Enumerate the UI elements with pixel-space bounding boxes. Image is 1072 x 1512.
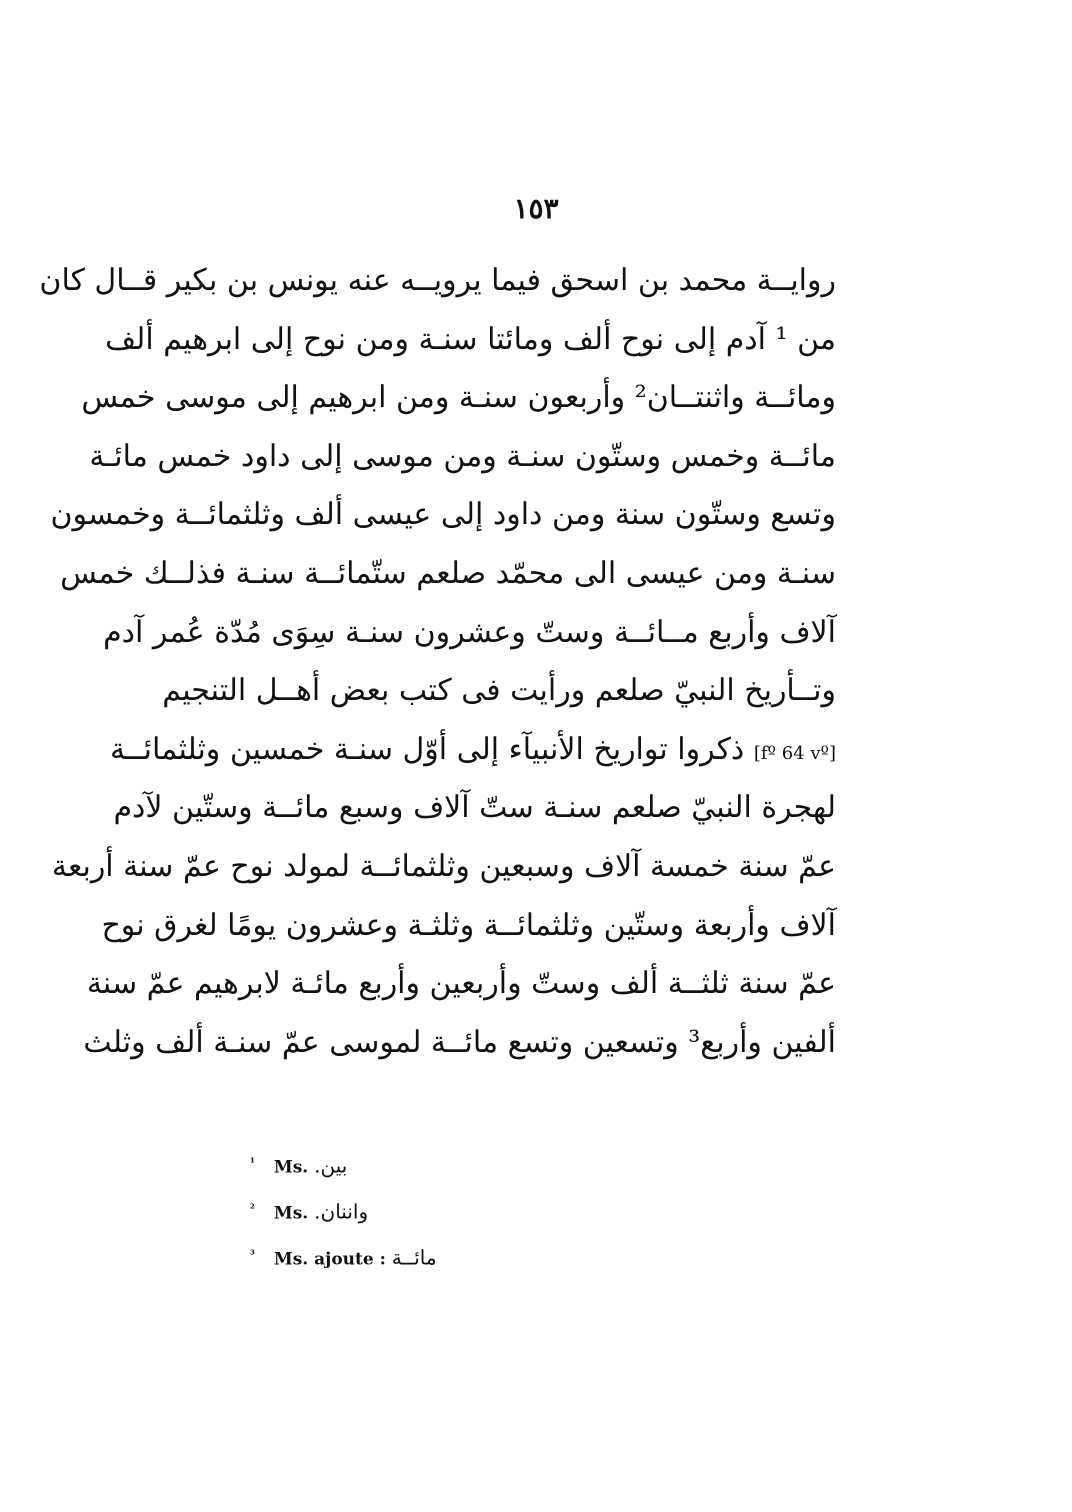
footnote-3 [250, 1232, 650, 1278]
page-number: ١٥٣ [513, 192, 559, 225]
text-line-7: آلاف وأربع مــائــة وستّ وعشرون سنـة سِوَى مُدّة عُمر آدم [103, 614, 836, 650]
footnote-label: Ms. ajoute : [273, 1249, 386, 1270]
text-line-13: عمّ سنة ثلثــة ألف وستّ وأربعين وأربع مائـة لابرهيم عمّ سنة [86, 966, 836, 1002]
text-line-10: لهجرة النبيّ صلعم سنـة ستّ آلاف وسبع مائــة وستّين لآدم [113, 790, 836, 826]
footnote-marker: ² [250, 1202, 255, 1215]
footnote-1 [250, 1140, 650, 1186]
footnote-label: Ms. [273, 1203, 309, 1224]
text-line-9-content: ذكروا تواريخ الأنبيآء إلى أوّل سنـة خمسين وثلثمائــة [109, 731, 745, 767]
text-line-3: ومائــة واثنتــان² وأربعون سنـة ومن ابرهيم إلى موسى خمس [81, 380, 836, 416]
text-line-5: وتسع وستّون سنة ومن داود إلى عيسى ألف وثلثمائــة وخمسون [50, 497, 836, 533]
text-line-4: مائــة وخمس وستّون سنـة ومن موسى إلى داود خمس مائـة [89, 438, 836, 474]
text-line-9 [109, 721, 836, 780]
footnote-marker: ³ [250, 1248, 255, 1261]
footnote-text: واننان. [314, 1199, 369, 1224]
footnote-text: بين. [314, 1153, 348, 1178]
main-text [39, 252, 836, 1072]
text-line-1: روايــة محمد بن اسحق فيما يرويــه عنه يونس بن بكير قــال كان [39, 263, 836, 298]
footnote-2 [250, 1186, 650, 1232]
footnote-text: مائــة [391, 1245, 437, 1270]
text-line-11: عمّ سنة خمسة آلاف وسبعين وثلثمائــة لمولد نوح عمّ سنة أربعة [51, 848, 836, 884]
folio-marker: [fº 64 vº] [753, 742, 836, 764]
text-line-6: سنـة ومن عيسى الى محمّد صلعم ستّمائــة سنـة فذلــك خمس [60, 555, 836, 591]
text-line-12: آلاف وأربعة وستّين وثلثمائــة وثلثـة وعشرون يومًا لغرق نوح [101, 907, 836, 943]
footnote-label: Ms. [273, 1157, 309, 1178]
text-line-14: ألفين وأربع³ وتسعين وتسع مائــة لموسى عمّ سنـة ألف وثلث [83, 1024, 836, 1060]
footnote-marker: ¹ [250, 1156, 255, 1169]
text-line-2: من ¹ آدم إلى نوح ألف ومائتا سنـة ومن نوح إلى ابرهيم ألف [105, 321, 836, 357]
text-line-8: وتــأريخ النبيّ صلعم ورأيت فى كتب بعض أهــل التنجيم [162, 673, 836, 709]
footnotes [250, 1140, 650, 1278]
